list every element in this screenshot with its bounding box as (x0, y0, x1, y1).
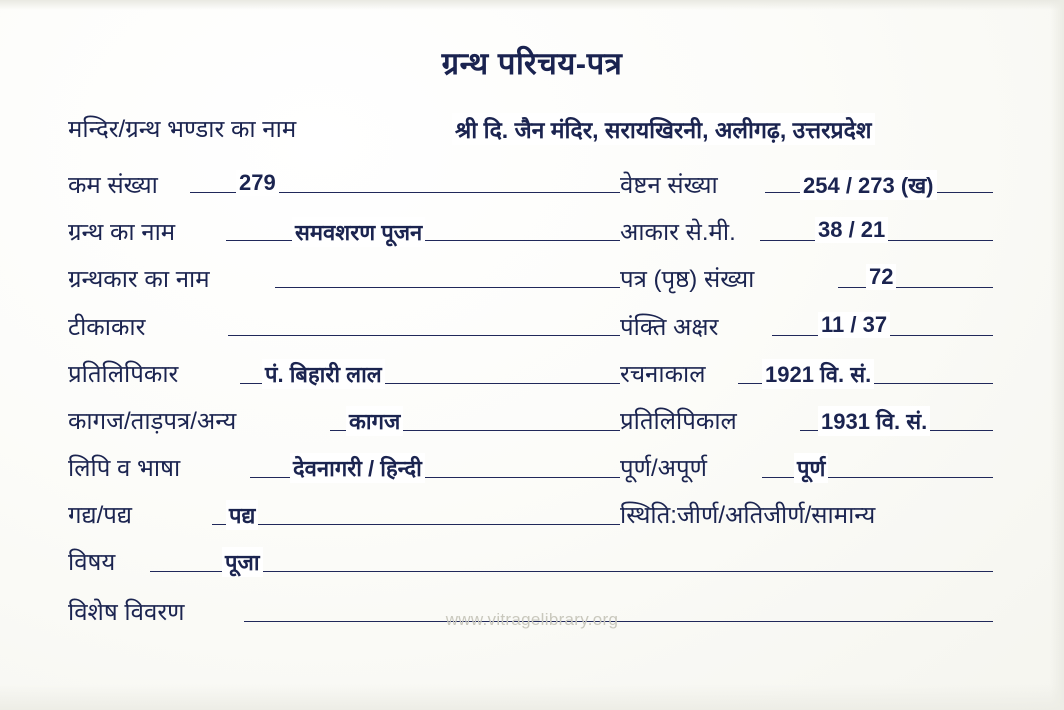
paper-edge-top (0, 0, 1064, 10)
value-patra-sankhya: 72 (866, 264, 896, 290)
paper-edge-bottom (0, 684, 1064, 710)
row-5 (0, 357, 1064, 399)
value-vishay: पूजा (222, 547, 263, 577)
label-pratilipikar: प्रतिलिपिकार (68, 361, 179, 388)
label-gadya-padya: गद्य/पद्य (68, 502, 133, 529)
label-patra-sankhya: पत्र (पृष्ठ) संख्या (620, 266, 755, 293)
rule-left-3 (275, 287, 620, 288)
rule-full-9 (150, 571, 993, 572)
value-temple-name: श्री दि. जैन मंदिर, सरायखिरनी, अलीगढ़, उत्तरप्रदेश (452, 113, 875, 145)
label-granthakar-naam: ग्रन्थकार का नाम (68, 266, 210, 293)
label-lipi-va-bhasha: लिपि व भाषा (68, 455, 181, 482)
label-kram-sankhya: कम संख्या (68, 172, 158, 199)
label-veshtan-sankhya: वेष्टन संख्या (620, 172, 718, 199)
value-purna-apurna: पूर्ण (794, 453, 828, 483)
value-rachnakal: 1921 वि. सं. (762, 359, 874, 389)
label-grantha-naam: ग्रन्थ का नाम (68, 219, 176, 246)
row-9 (0, 545, 1064, 587)
label-pankti-akshar: पंक्ति अक्षर (620, 314, 719, 341)
label-tikakar: टीकाकार (68, 314, 146, 341)
label-purna-apurna: पूर्ण/अपूर्ण (620, 455, 707, 482)
row-2 (0, 215, 1064, 257)
value-gadya-padya: पद्य (226, 500, 258, 530)
row-8 (0, 498, 1064, 540)
rule-left-8 (212, 524, 620, 525)
label-vishesh-vivaran: विशेष विवरण (68, 599, 185, 626)
row-temple-name (0, 112, 1064, 154)
label-aakar-cm: आकार से.मी. (620, 219, 736, 246)
row-6 (0, 404, 1064, 446)
label-pratilipikal: प्रतिलिपिकाल (620, 408, 737, 435)
value-veshtan-sankhya: 254 / 273 (ख) (800, 170, 937, 200)
value-pratilipikal: 1931 वि. सं. (818, 406, 930, 436)
row-7 (0, 451, 1064, 493)
value-pankti-akshar: 11 / 37 (818, 312, 890, 338)
label-kagaj-tadpatra-anya: कागज/ताड़पत्र/अन्य (68, 408, 237, 435)
row-4 (0, 310, 1064, 352)
value-lipi-va-bhasha: देवनागरी / हिन्दी (290, 453, 425, 483)
value-aakar-cm: 38 / 21 (815, 217, 888, 243)
row-3 (0, 262, 1064, 304)
label-rachnakal: रचनाकाल (620, 361, 706, 388)
watermark: www.vitragelibrary.org (445, 610, 619, 629)
label-temple-name: मन्दिर/ग्रन्थ भण्डार का नाम (68, 116, 297, 143)
value-kram-sankhya: 279 (236, 170, 279, 196)
label-vishay: विषय (68, 549, 116, 576)
label-sthiti: स्थिति:जीर्ण/अतिजीर्ण/सामान्य (620, 502, 876, 529)
value-pratilipikar: पं. बिहारी लाल (262, 359, 385, 389)
rule-right-3 (838, 287, 993, 288)
value-grantha-naam: समवशरण पूजन (292, 217, 425, 247)
row-1 (0, 168, 1064, 210)
rule-left-4 (228, 335, 620, 336)
value-kagaj-tadpatra-anya: कागज (346, 406, 403, 436)
page-title: ग्रन्थ परिचय-पत्र (441, 46, 623, 81)
